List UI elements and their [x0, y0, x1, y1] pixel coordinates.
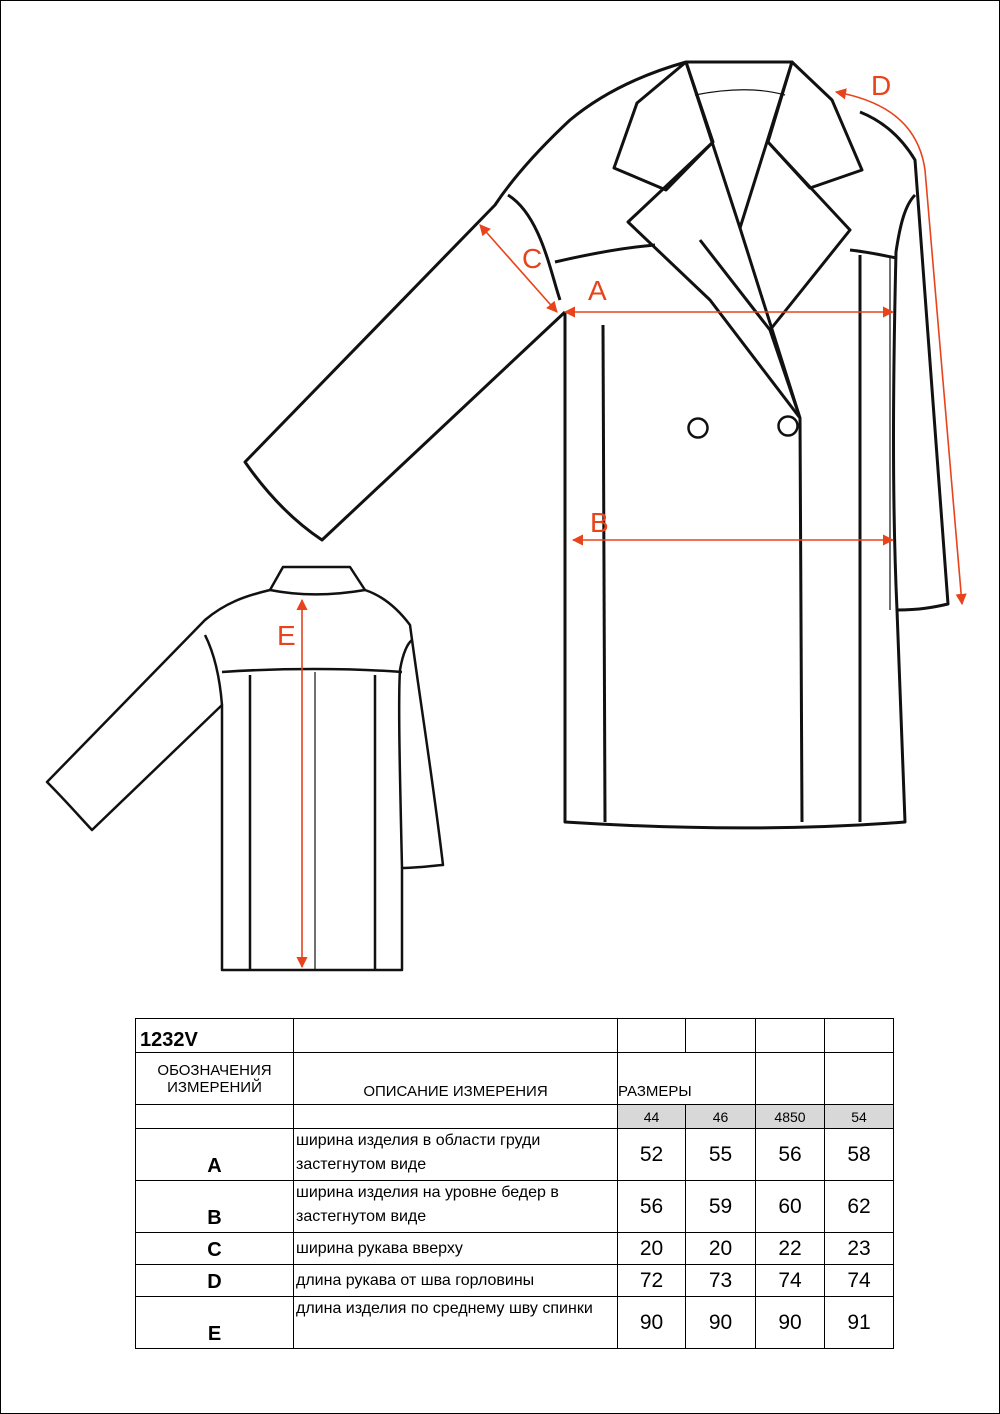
measure-value: 74 — [825, 1265, 894, 1297]
designation-header: ОБОЗНАЧЕНИЯ ИЗМЕРЕНИЙ — [136, 1053, 294, 1105]
description-header: ОПИСАНИЕ ИЗМЕРЕНИЯ — [294, 1053, 618, 1105]
size-cell: 44 — [618, 1105, 686, 1129]
front-placket — [800, 418, 802, 822]
button-left — [689, 419, 708, 438]
yoke-line-right — [850, 250, 896, 258]
measure-value: 62 — [825, 1181, 894, 1233]
measure-description: ширина изделия в области груди застегнутом виде — [294, 1129, 618, 1181]
back-collar — [270, 567, 365, 595]
princess-seam-left — [603, 325, 605, 822]
front-sleeve-right-seam — [894, 195, 916, 610]
measure-description: длина изделия по среднему шву спинки — [294, 1297, 618, 1349]
collar-left — [614, 62, 713, 190]
measure-code: C — [136, 1233, 294, 1265]
measure-value: 74 — [756, 1265, 825, 1297]
measure-value: 22 — [756, 1233, 825, 1265]
back-view — [47, 567, 443, 970]
measure-code: D — [136, 1265, 294, 1297]
label-a: A — [588, 275, 607, 306]
label-b: B — [590, 507, 609, 538]
sizes-header: РАЗМЕРЫ — [618, 1053, 756, 1105]
label-e: E — [277, 620, 296, 651]
measure-value: 73 — [686, 1265, 756, 1297]
measure-value: 72 — [618, 1265, 686, 1297]
front-view — [245, 62, 948, 828]
lapel-right — [768, 142, 850, 330]
front-left-shoulder-sleeve-outline — [245, 62, 686, 540]
table-header-row — [136, 1053, 894, 1105]
measure-value: 58 — [825, 1129, 894, 1181]
measure-value: 90 — [686, 1297, 756, 1349]
measurement-table — [135, 1018, 894, 1349]
model-number: 1232V — [136, 1019, 294, 1053]
lapel-left — [686, 62, 800, 418]
sizes-row — [136, 1105, 894, 1129]
collar-right — [768, 62, 862, 188]
lapel-right-edge — [686, 62, 792, 228]
yoke-line-left — [555, 245, 655, 262]
measure-value: 23 — [825, 1233, 894, 1265]
measure-value: 20 — [686, 1233, 756, 1265]
measure-description: ширина изделия на уровне бедер в застегнутом виде — [294, 1181, 618, 1233]
measure-code: A — [136, 1129, 294, 1181]
arrow-c — [480, 225, 557, 312]
label-d: D — [871, 70, 892, 101]
table-row — [136, 1297, 894, 1349]
measure-value: 52 — [618, 1129, 686, 1181]
back-body-outline — [47, 590, 443, 970]
measure-value: 90 — [618, 1297, 686, 1349]
measure-value: 91 — [825, 1297, 894, 1349]
measure-value: 59 — [686, 1181, 756, 1233]
table-row — [136, 1265, 894, 1297]
table-row — [136, 1181, 894, 1233]
label-c: C — [522, 243, 543, 274]
table-row — [136, 1233, 894, 1265]
table-title-row — [136, 1019, 894, 1053]
size-cell: 46 — [686, 1105, 756, 1129]
back-sleeve-left-seam — [205, 635, 222, 705]
back-yoke-line — [222, 669, 402, 672]
measure-code: B — [136, 1181, 294, 1233]
measure-description: длина рукава от шва горловины — [294, 1265, 618, 1297]
size-cell: 4850 — [756, 1105, 825, 1129]
measure-value: 60 — [756, 1181, 825, 1233]
button-right — [779, 417, 798, 436]
size-cell: 54 — [825, 1105, 894, 1129]
table-row — [136, 1129, 894, 1181]
measure-code: E — [136, 1297, 294, 1349]
measure-value: 56 — [618, 1181, 686, 1233]
measure-description: ширина рукава вверху — [294, 1233, 618, 1265]
measure-value: 90 — [756, 1297, 825, 1349]
measure-value: 55 — [686, 1129, 756, 1181]
back-sleeve-right-seam — [399, 640, 412, 868]
measure-value: 20 — [618, 1233, 686, 1265]
measure-value: 56 — [756, 1129, 825, 1181]
